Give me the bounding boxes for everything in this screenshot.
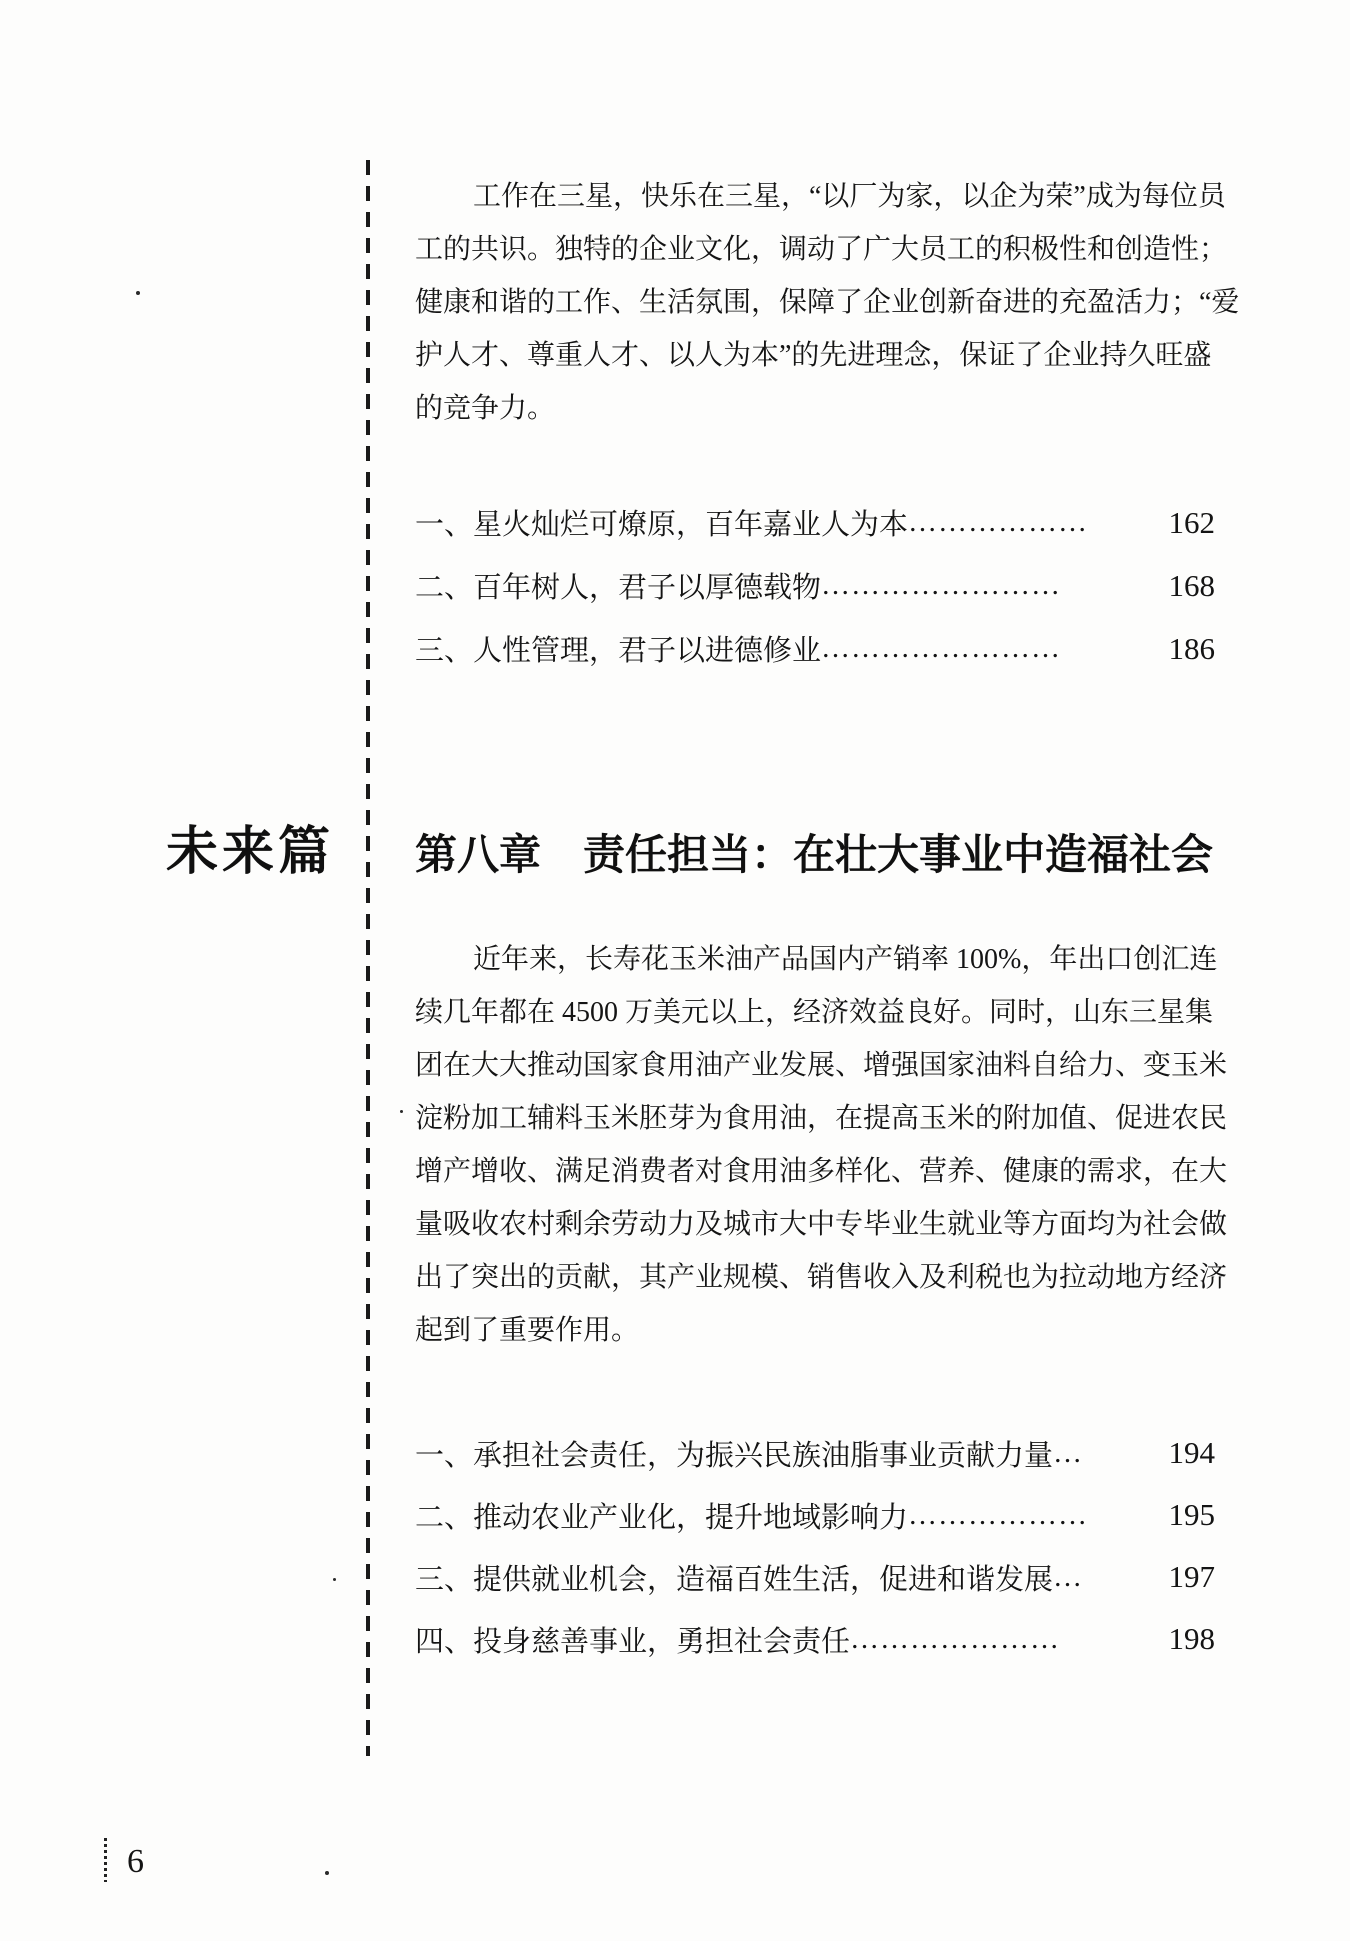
toc-entry	[415, 1422, 1215, 1484]
body-line: 淀粉加工辅料玉米胚芽为食用油，在提高玉米的附加值、促进农民	[415, 1103, 1228, 1134]
toc-dot-leader: …	[1053, 1560, 1084, 1593]
body-line: 起到了重要作用。	[415, 1315, 640, 1346]
part-label: 未来篇	[166, 823, 335, 881]
dashed-vertical-rule	[366, 160, 370, 1756]
toc-entry-label: 一、星火灿烂可燎原，百年嘉业人为本	[415, 509, 909, 541]
body-paragraph	[415, 933, 1265, 1357]
toc-entry-label: 三、人性管理，君子以进德修业	[415, 635, 822, 667]
footer-page-number: 6	[127, 1843, 144, 1880]
toc-top	[415, 491, 1215, 680]
toc-page-number: 197	[1168, 1559, 1215, 1594]
body-line: 团在大大推动国家食用油产业发展、增强国家油料自给力、变玉米	[415, 1050, 1228, 1081]
toc-dot-leader: …	[1053, 1436, 1084, 1469]
intro-paragraph	[415, 170, 1265, 435]
body-line: 出了突出的贡献，其产业规模、销售收入及利税也为拉动地方经济	[415, 1262, 1228, 1293]
body-line: 增产增收、满足消费者对食用油多样化、营养、健康的需求，在大	[415, 1156, 1228, 1187]
toc-entry	[415, 617, 1215, 680]
toc-dot-leader: ……………………	[821, 632, 1062, 664]
scan-artifact-dot	[333, 1578, 336, 1581]
toc-entry-label: 二、百年树人，君子以厚德载物	[415, 572, 822, 604]
toc-entry	[415, 1608, 1215, 1670]
scan-artifact-dot	[136, 291, 140, 295]
toc-dot-leader: ………………	[908, 1498, 1089, 1531]
toc-dot-leader: ………………	[908, 506, 1089, 538]
toc-page-number: 168	[1168, 567, 1215, 603]
toc-bottom	[415, 1422, 1215, 1670]
toc-page-number: 194	[1168, 1435, 1215, 1470]
toc-entry-label: 三、提供就业机会，造福百姓生活，促进和谐发展	[415, 1563, 1054, 1596]
body-line: 量吸收农村剩余劳动力及城市大中专毕业生就业等方面均为社会做	[415, 1209, 1228, 1240]
toc-page-number: 162	[1168, 504, 1215, 540]
body-line: 续几年都在 4500 万美元以上，经济效益良好。同时，山东三星集	[415, 997, 1214, 1028]
toc-entry-label: 二、推动农业产业化，提升地域影响力	[415, 1501, 909, 1534]
toc-dot-leader: ……………………	[821, 569, 1062, 601]
intro-line: 的竞争力。	[415, 393, 556, 424]
toc-dot-leader: …………………	[850, 1622, 1061, 1655]
toc-page-number: 198	[1168, 1621, 1215, 1656]
scan-artifact-dot	[325, 1871, 329, 1875]
toc-entry	[415, 1484, 1215, 1546]
toc-entry	[415, 491, 1215, 554]
intro-line: 健康和谐的工作、生活氛围，保障了企业创新奋进的充盈活力；“爱	[415, 287, 1240, 318]
toc-entry-label: 一、承担社会责任，为振兴民族油脂事业贡献力量	[415, 1439, 1054, 1472]
footer-dotted-tick	[104, 1838, 107, 1882]
chapter-title: 第八章 责任担当：在壮大事业中造福社会	[415, 831, 1214, 878]
intro-line: 工作在三星，快乐在三星，“以厂为家，以企为荣”成为每位员	[473, 181, 1226, 212]
intro-line: 工的共识。独特的企业文化，调动了广大员工的积极性和创造性；	[415, 234, 1228, 265]
toc-entry	[415, 1546, 1215, 1608]
intro-line: 护人才、尊重人才、以人为本”的先进理念，保证了企业持久旺盛	[415, 340, 1212, 371]
scan-artifact-dot	[400, 1110, 403, 1113]
toc-page-number: 186	[1168, 630, 1215, 666]
toc-entry	[415, 554, 1215, 617]
toc-page-number: 195	[1168, 1497, 1215, 1532]
toc-entry-label: 四、投身慈善事业，勇担社会责任	[415, 1625, 851, 1658]
body-line: 近年来，长寿花玉米油产品国内产销率 100%，年出口创汇连	[473, 944, 1218, 975]
